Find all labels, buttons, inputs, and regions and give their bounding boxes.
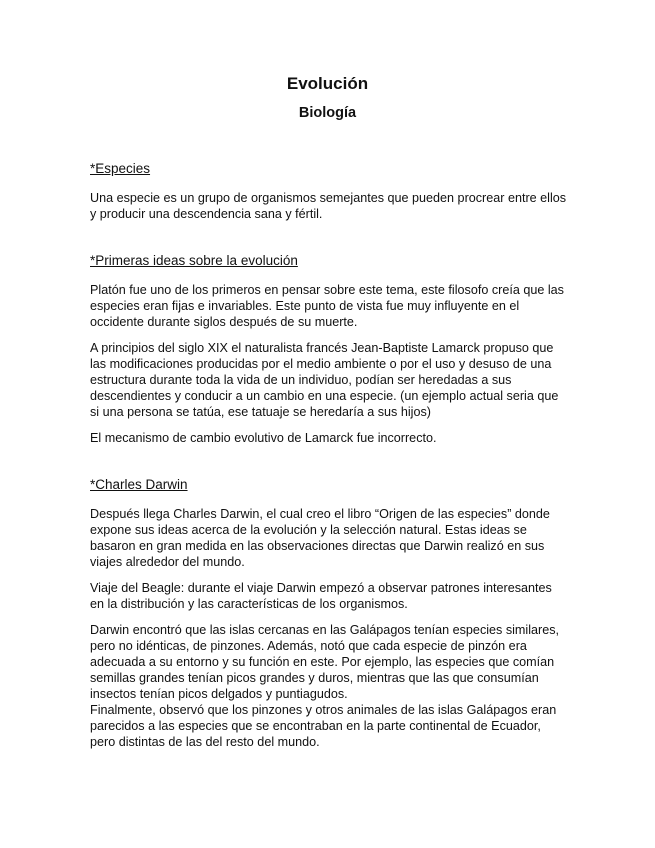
paragraph: Platón fue uno de los primeros en pensar sobre este tema, este filosofo creía que las especies eran fijas e invariables. Este punto de vista fue muy influyente en el occidente durante siglos después de su muerte. [90,283,564,329]
paragraph: A principios del siglo XIX el naturalista francés Jean-Baptiste Lamarck propuso que las modificaciones producidas por el medio ambiente o por el uso y desuso de una estructura durante toda la vida de un individuo, podían ser heredadas a sus descendientes y conducir a un cambio en una especie. (un ejemplo actual seria que si una persona se tatúa, ese tatuaje se heredaría a sus hijos) [90,341,559,419]
page-title: Evolución [286,74,369,93]
section-charles-darwin [90,476,568,750]
paragraph: El mecanismo de cambio evolutivo de Lamarck fue incorrecto. [90,431,437,445]
paragraph: Darwin encontró que las islas cercanas en las Galápagos tenían especies similares, pero no idénticas, de pinzones. Además, notó que cada especie de pinzón era adecuada a su entorno y su función en este. Por ejemplo, las especies que comían semillas grandes tenían picos grandes y duros, mientras que las que consumían insectos tenían picos delgados y puntiagudos. [90,623,560,701]
paragraph: Después llega Charles Darwin, el cual creo el libro “Origen de las especies” donde expone sus ideas acerca de la evolución y la selección natural. Estas ideas se basaron en gran medida en las observaciones directas que Darwin realizó en sus viajes alrededor del mundo. [90,507,550,569]
section-primeras-ideas [90,252,568,446]
section-heading: *Primeras ideas sobre la evolución [90,253,298,268]
paragraph: Una especie es un grupo de organismos semejantes que pueden procrear entre ellos y producir una descendencia sana y fértil. [90,191,567,221]
section-especies [90,160,568,222]
paragraph: Finalmente, observó que los pinzones y otros animales de las islas Galápagos eran parecidos a las especies que se encontraban en la parte continental de Ecuador, pero distintas de las del resto del mundo. [90,703,557,749]
section-heading: *Charles Darwin [90,477,188,492]
page-subtitle: Biología [298,105,357,121]
document-body [90,160,568,780]
section-heading: *Especies [90,161,151,176]
paragraph: Viaje del Beagle: durante el viaje Darwin empezó a observar patrones interesantes en la distribución y las características de los organismos. [90,581,552,611]
